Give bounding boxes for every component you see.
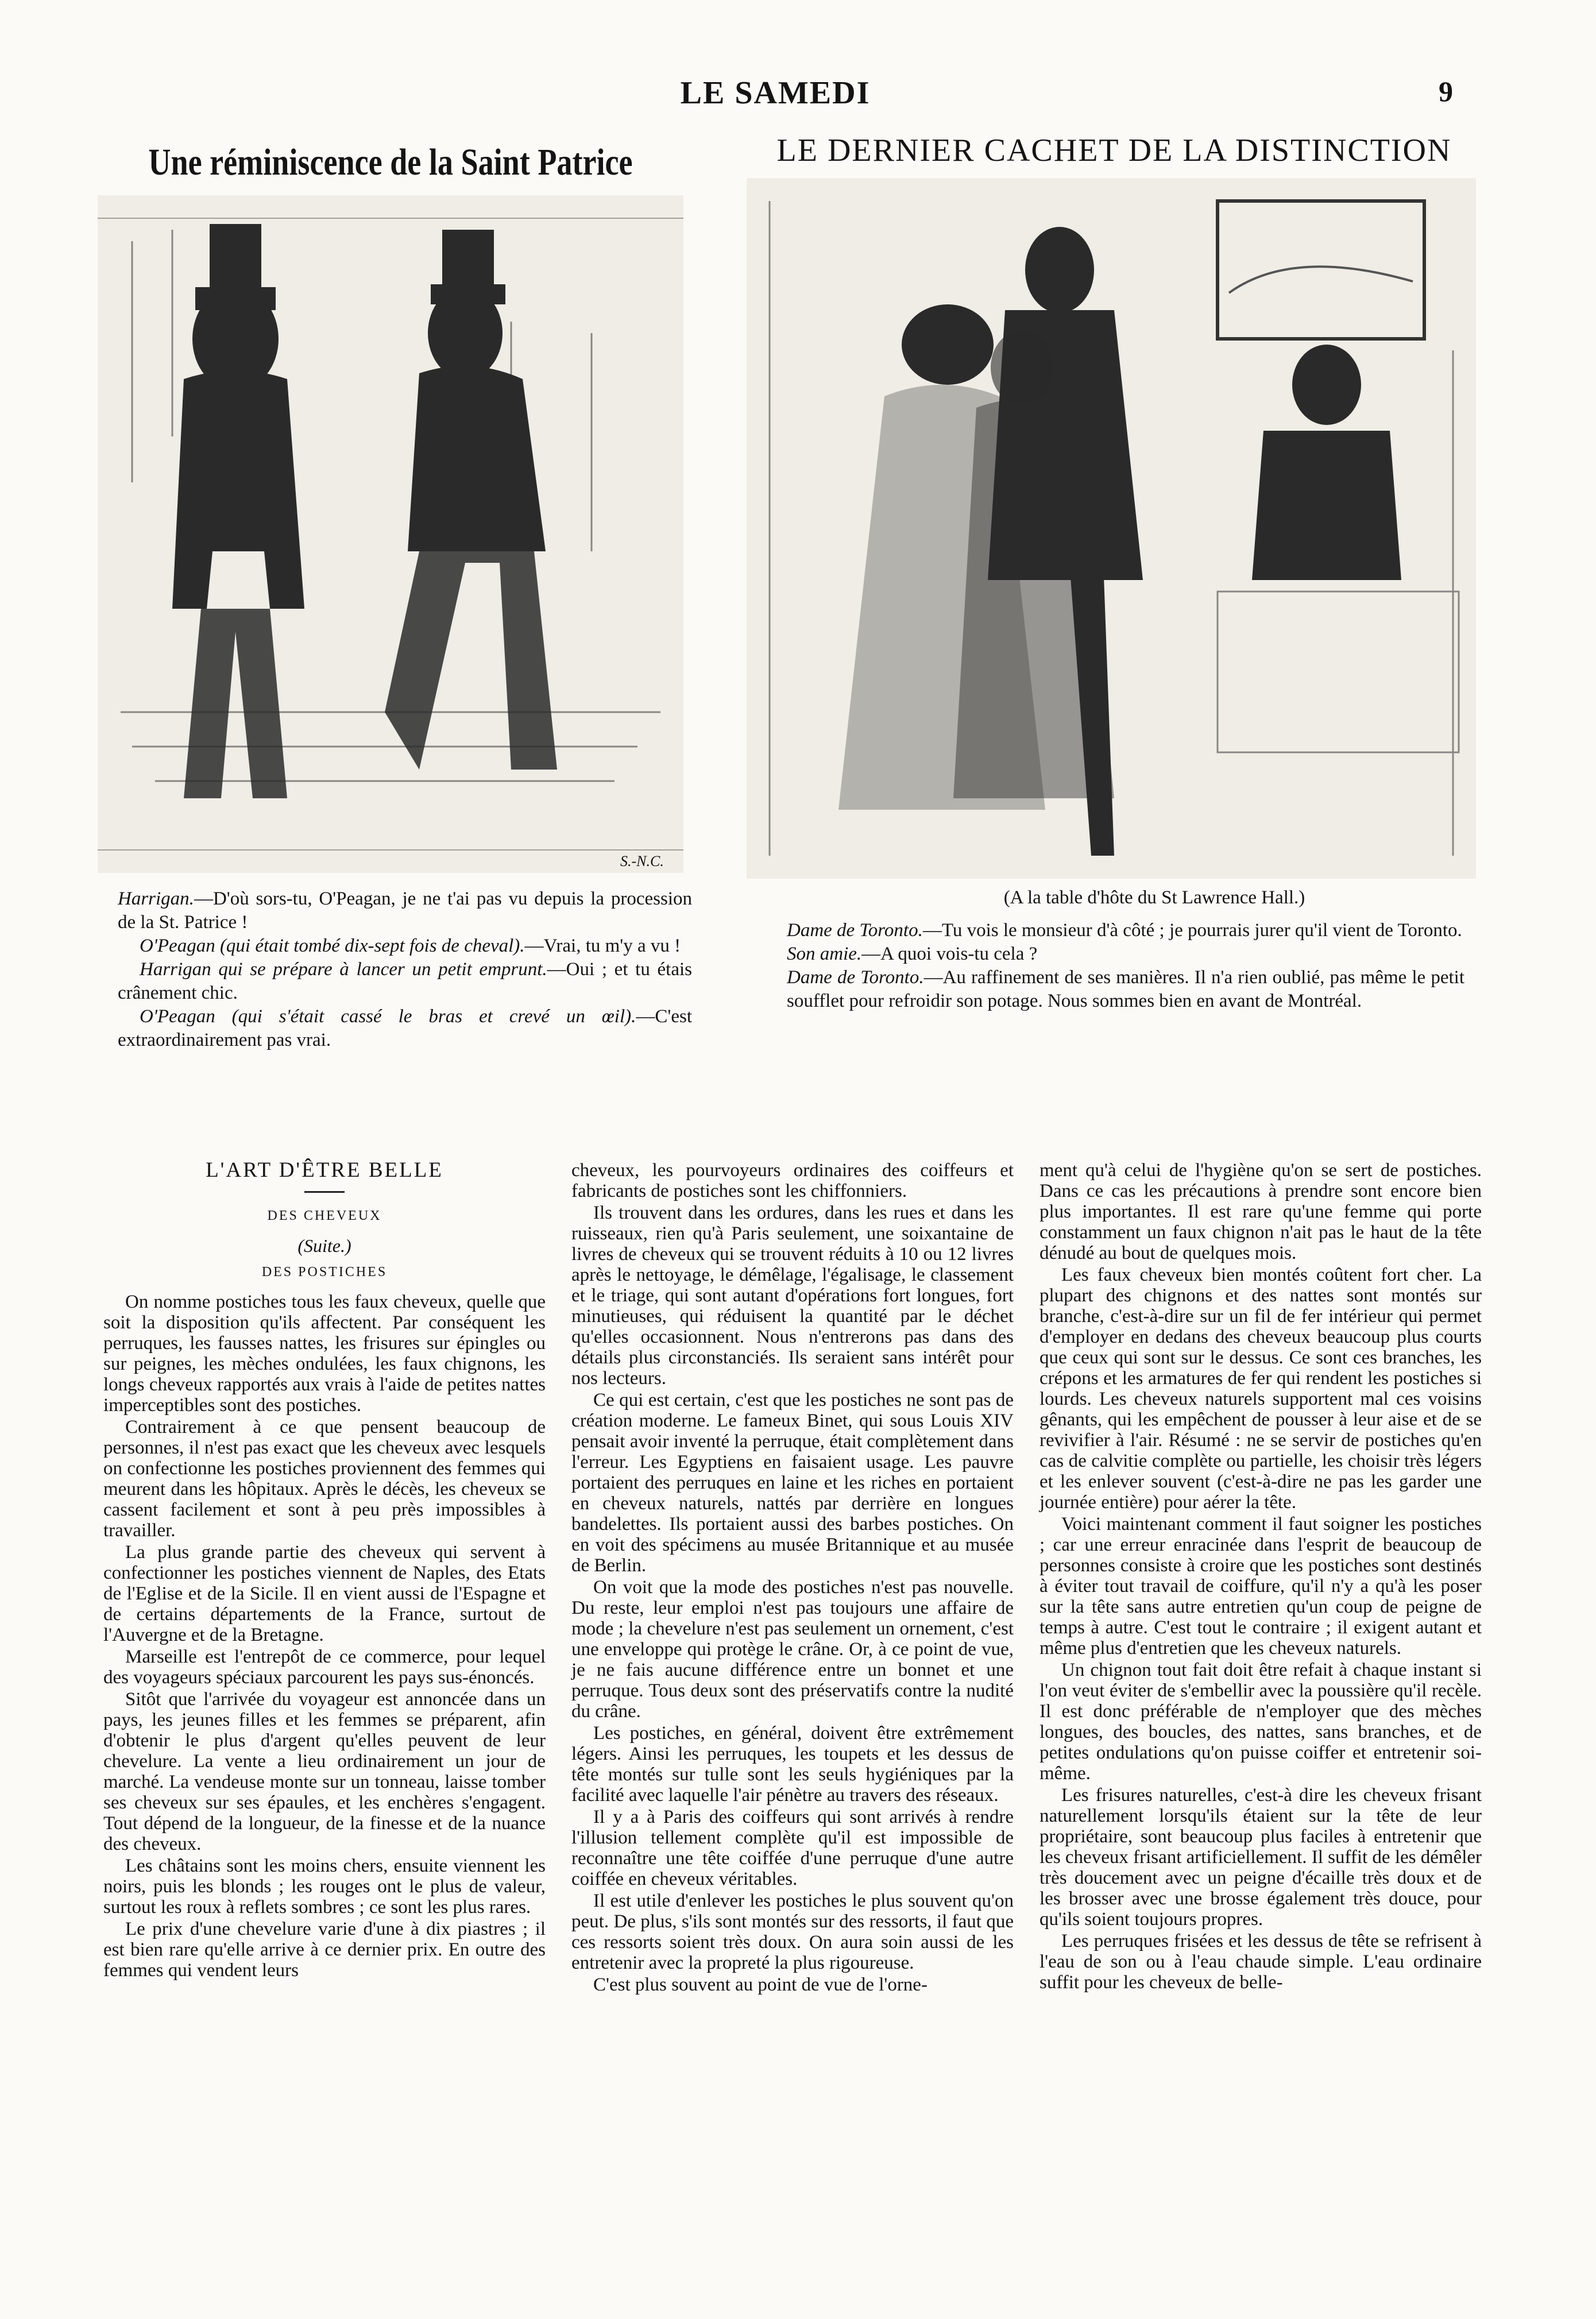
article-title: L'ART D'ÊTRE BELLE <box>206 1158 443 1182</box>
caption-text: —Vrai, tu m'y a vu ! <box>524 936 681 956</box>
caption-speaker: Son amie. <box>787 944 862 964</box>
subsection-heading: DES POSTICHES <box>261 1265 388 1280</box>
caption-text: —Tu vois le monsieur d'à côté ; je pourrais jurer qu'il vient de Toronto. <box>922 920 1462 941</box>
paragraph: On nomme postiches tous les faux cheveux, quelle que soit la disposition qu'ils affectent. Par conséquent les perruques, les fausses nattes, les frisures sur épingles ou sur peignes, les mèches ondulées, les faux chignons, les longs cheveux rapportés aux vrais à l'aide de petites nattes imperceptibles sont des postiches. <box>103 1292 546 1416</box>
caption-speaker: Harrigan. <box>118 888 194 909</box>
article-column-1 <box>103 1160 546 1982</box>
caption-line <box>787 966 1464 1013</box>
caption-text: —D'où sors-tu, O'Peagan, je ne t'ai pas vu depuis la procession de la St. Patrice ! <box>118 888 692 933</box>
paragraph: Ce qui est certain, c'est que les postiches ne sont pas de création moderne. Le fameux Binet, qui sous Louis XIV pensait avoir inventé la perruque, était complètement dans l'erreur. Les Egyptiens en faisaient usage. Les pauvre portaient des perruques en laine et les riches en portaient en cheveux naturels, nattés par derrière en longues bandelettes. Ils portaient aussi des barbes postiches. On en voit des spécimens au musée Britannique et au musée de Berlin. <box>571 1390 1014 1576</box>
paragraph: Les postiches, en général, doivent être extrêmement légers. Ainsi les perruques, les toupets et les dessus de tête montés sur tulle sont les seuls hygiéniques par la facilité avec laquelle l'air pénètre au travers des réseaux. <box>571 1723 1014 1806</box>
caption-speaker: O'Peagan (qui était tombé dix-sept fois de cheval). <box>140 936 525 956</box>
paragraph: On voit que la mode des postiches n'est pas nouvelle. Du reste, leur emploi n'est pas toujours une affaire de mode ; la chevelure n'est pas seulement un ornement, c'est une enveloppe qui protège le crâne. Or, à ce point de vue, je ne fais aucune différence entre un bonnet et une perruque. Tous deux sont des préservatifs contre la nudité du crâne. <box>571 1577 1014 1722</box>
paragraph: ment qu'à celui de l'hygiène qu'on se sert de postiches. Dans ce cas les précautions à prendre sont encore bien plus importantes. Il est rare qu'une femme qui porte constamment un faux chignon n'ait pas le haut de la tête dénudé au bout de quelques mois. <box>1039 1160 1482 1263</box>
left-cartoon-caption <box>118 887 692 1052</box>
caption-speaker: O'Peagan (qui s'était cassé le bras et crevé un œil). <box>140 1006 636 1027</box>
caption-line <box>118 934 692 958</box>
section-heading: DES CHEVEUX <box>267 1208 382 1223</box>
paragraph: Les perruques frisées et les dessus de tête se refrisent à l'eau de son ou à l'eau chaude simple. L'eau ordinaire suffit pour les cheveux de belle- <box>1039 1931 1482 1993</box>
caption-text: —Oui ; et tu étais crânement chic. <box>118 959 692 1003</box>
page-number: 9 <box>1439 75 1453 107</box>
left-cartoon-title: Une réminiscence de la Saint Patrice <box>148 141 633 183</box>
paragraph: Marseille est l'entrepôt de ce commerce, pour lequel des voyageurs spéciaux parcourent les pays sus-énoncés. <box>103 1647 546 1688</box>
caption-text: —C'est extraordinairement pas vrai. <box>118 1006 692 1050</box>
paragraph: Voici maintenant comment il faut soigner les postiches ; car une erreur enracinée dans l'esprit de beaucoup de personnes consiste à croire que les postiches sont destinés à éviter tout travail de coiffure, qu'il n'y a qu'à les poser sur la tête sans autre entretien qu'un coup de peigne de temps à autre. C'est tout le contraire ; il exigent autant et même plus d'entretien que les cheveux naturels. <box>1039 1514 1482 1659</box>
paragraph: Il est utile d'enlever les postiches le plus souvent qu'on peut. De plus, s'ils sont montés sur des ressorts, il faut que ces ressorts soient très doux. On aura soin aussi de les entretenir avec la propreté la plus rigoureuse. <box>571 1891 1014 1973</box>
caption-line <box>118 1005 692 1052</box>
masthead-title: LE SAMEDI <box>680 75 871 111</box>
paragraph: Les châtains sont les moins chers, ensuite viennent les noirs, puis les blonds ; les rouges ont le plus de valeur, surtout les roux à reflets sombres ; ce sont les plus rares. <box>103 1856 546 1918</box>
article-column-2 <box>571 1160 1014 1996</box>
paragraph: Contrairement à ce que pensent beaucoup de personnes, il n'est pas exact que les cheveux avec lesquels on confectionne les postiches proviennent des femmes qui meurent dans les hôpitaux. Après le décès, les cheveux se cassent facilement et sont à peu près impossibles à travailler. <box>103 1417 546 1541</box>
left-cartoon-illustration <box>98 195 683 873</box>
paragraph: Un chignon tout fait doit être refait à chaque instant si l'on veut éviter de s'embellir avec la poussière qu'il recèle. Il est donc préférable de n'employer que des mèches longues, des boucles, des nattes, sans branches, et de petites ondulations qu'on puisse coiffer et entretenir soi-même. <box>1039 1660 1482 1784</box>
caption-text: —A quoi vois-tu cela ? <box>861 944 1038 964</box>
title-rule <box>304 1191 345 1193</box>
paragraph: Le prix d'une chevelure varie d'une à dix piastres ; il est bien rare qu'elle arrive à ce dernier prix. En outre des femmes qui vendent leurs <box>103 1919 546 1981</box>
caption-speaker: Dame de Toronto. <box>787 967 924 988</box>
caption-speaker: Dame de Toronto. <box>787 920 923 941</box>
paragraph: Sitôt que l'arrivée du voyageur est annoncée dans un pays, les jeunes filles et les femmes se préparent, afin d'obtenir le plus d'argent qu'elles peuvent de leur chevelure. La vente a lieu ordinairement un jour de marché. La vendeuse monte sur un tonneau, laisse tomber ses cheveux sur ses épaules, et les enchères s'engagent. Tout dépend de la longueur, de la finesse et de la nuance des cheveux. <box>103 1689 546 1854</box>
caption-line <box>118 887 692 934</box>
right-cartoon-illustration <box>747 178 1476 879</box>
right-cartoon-caption <box>787 919 1464 1013</box>
caption-text: —Au raffinement de ses manières. Il n'a rien oublié, pas même le petit soufflet pour refroidir son potage. Nous sommes bien en avant de Montréal. <box>787 967 1464 1011</box>
article-column-3 <box>1039 1160 1482 1994</box>
paragraph: cheveux, les pourvoyeurs ordinaires des coiffeurs et fabricants de postiches sont les chiffonniers. <box>571 1160 1014 1201</box>
caption-line <box>787 942 1464 966</box>
right-cartoon-subtitle: (A la table d'hôte du St Lawrence Hall.) <box>1003 887 1305 908</box>
paragraph: C'est plus souvent au point de vue de l'orne- <box>593 1974 928 1995</box>
paragraph: Il y a à Paris des coiffeurs qui sont arrivés à rendre l'illusion tellement complète qu'il est impossible de reconnaître une tête coiffée d'une perruque d'une autre coiffée en cheveux véritables. <box>571 1807 1014 1889</box>
paragraph: Ils trouvent dans les ordures, dans les rues et dans les ruisseaux, rien qu'à Paris seulement, une soixantaine de livres de cheveux qui se trouvent réduits à 10 ou 12 livres après le nettoyage, le démêlage, l'égalisage, le classement et le triage, qui sont autant d'opérations fort longues, fort minutieuses, qui réduisent la quantité par le déchet qu'elles occasionnent. Nous n'entrerons pas dans des détails plus circonstanciés. Ils seraient sans intérêt pour nos lecteurs. <box>571 1203 1014 1389</box>
caption-speaker: Harrigan qui se prépare à lancer un petit emprunt. <box>140 959 547 980</box>
paragraph: Les frisures naturelles, c'est-à dire les cheveux frisant naturellement lorsqu'ils étaient sur la tête de leur propriétaire, sont beaucoup plus faciles à entretenir que les cheveux frisant artificiellement. Il suffit de les démêler très doucement avec un peigne d'écaille très doux et de les brosser avec une brosse également très douce, pour qu'ils soient toujours propres. <box>1039 1785 1482 1930</box>
caption-line <box>787 919 1464 942</box>
paragraph: La plus grande partie des cheveux qui servent à confectionner les postiches viennent de Naples, des Etats de l'Eglise et de la Sicile. Il en vient aussi de l'Espagne et de certains départements de la France, surtout de l'Auvergne et de la Bretagne. <box>103 1542 546 1645</box>
paragraph: Les faux cheveux bien montés coûtent fort cher. La plupart des chignons et des nattes sont montés sur branche, c'est-à-dire sur un fil de fer intérieur qui permet d'employer en dedans des cheveux beaucoup plus courts que ceux qui sont sur le dessus. Ce sont ces branches, les crépons et les armatures de fer qui rendent les postiches si lourds. Les cheveux naturels supportent mal ces voisins gênants, qui les empêchent de pousser à leur aise et de se revivifier à l'air. Résumé : ne se servir de postiches qu'en cas de calvitie complète ou partielle, les choisir très légers et les enlever souvent (c'est-à-dire ne pas les garder une journée entière) pour aérer la tête. <box>1039 1265 1482 1513</box>
artist-signature: S.-N.C. <box>620 853 664 869</box>
suite-label: (Suite.) <box>297 1235 351 1256</box>
caption-line <box>118 958 692 1005</box>
right-cartoon-title: LE DERNIER CACHET DE LA DISTINCTION <box>776 133 1452 168</box>
